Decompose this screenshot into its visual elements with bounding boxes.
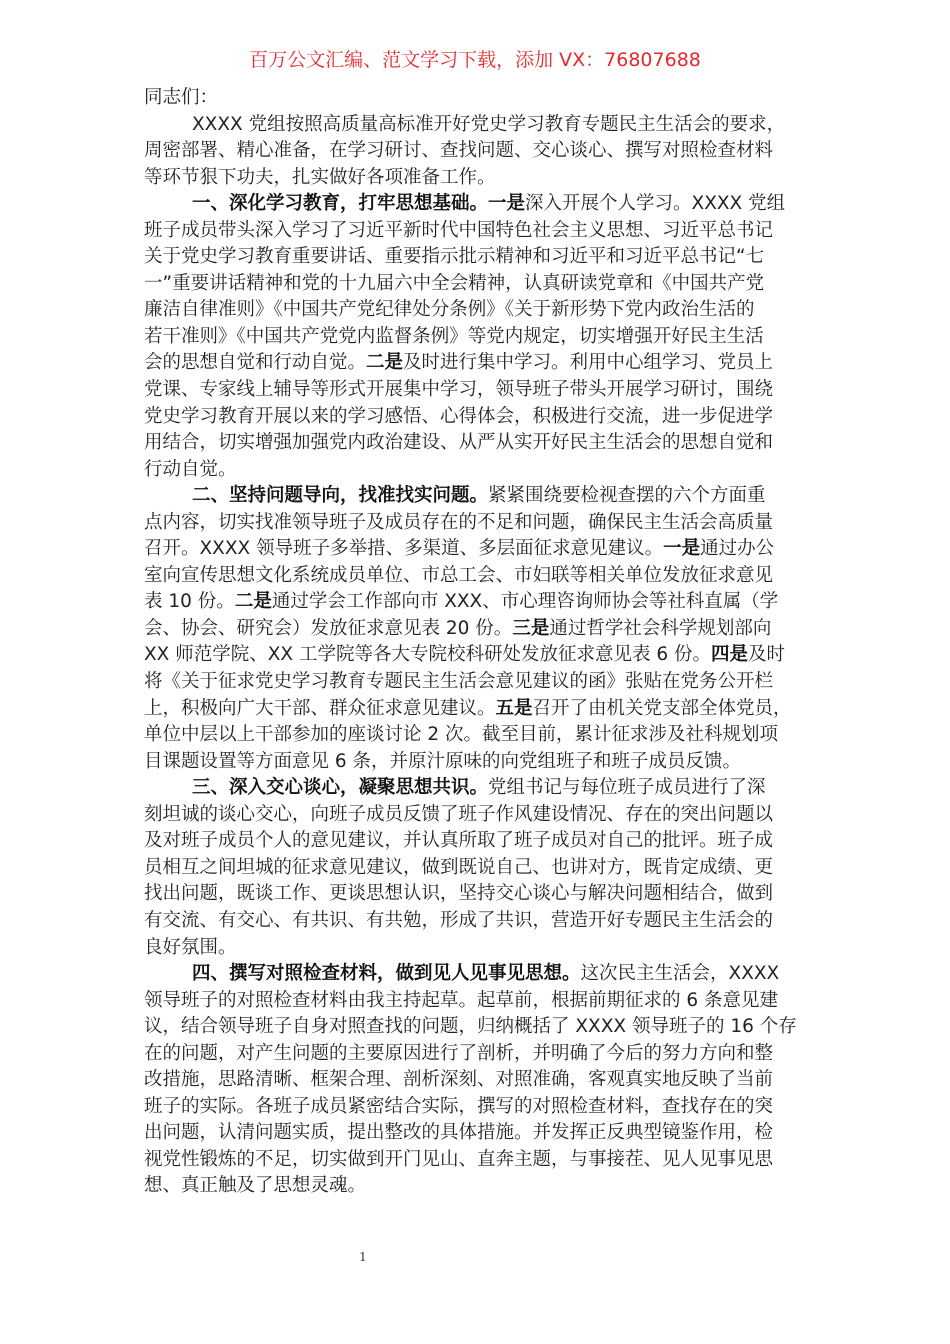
text-run: 员相互之间坦城的征求意见建议，做到既说自己、也讲对方，既肯定成绩、更	[144, 856, 774, 878]
text-line	[144, 563, 808, 590]
text-run: 班子成员带头深入学习了习近平新时代中国特色社会主义思想、习近平总书记	[144, 219, 774, 241]
text-run: 改措施，思路清晰、框架合理、剖析深刻、对照准确，客观真实地反映了当前	[144, 1069, 774, 1091]
text-run: 将《关于征求党史学习教育专题民主生活会意见建议的函》张贴在党务公开栏	[144, 671, 774, 693]
text-line	[144, 404, 808, 431]
text-run: 周密部署、精心准备，在学习研讨、查找问题、交心谈心、撰写对照检查材料	[144, 140, 774, 162]
text-line	[144, 642, 808, 669]
text-run: 紧紧围绕要检视查摆的六个方面重	[488, 485, 766, 507]
bold-text: 二、坚持问题导向，找准找实问题。	[192, 485, 489, 507]
text-line	[144, 324, 808, 351]
text-line	[144, 828, 808, 855]
paragraph	[144, 191, 808, 483]
text-run: 同志们：	[144, 87, 219, 108]
paragraph	[144, 483, 808, 775]
text-run: 党组书记与每位班子成员进行了深	[488, 777, 766, 799]
text-run: 在的问题，对产生问题的主要原因进行了剖析，并明确了今后的努力方向和整	[144, 1042, 774, 1064]
text-run: 党史学习教育开展以来的学习感悟、心得体会，积极进行交流，进一步促进学	[144, 405, 774, 427]
text-line	[144, 1120, 808, 1147]
text-line	[144, 935, 808, 962]
text-line	[144, 377, 808, 404]
bold-text: 一、深化学习教育，打牢思想基础。	[192, 193, 489, 215]
text-run: 用结合，切实增强加强党内政治建设、从严从实开好民主生活会的思想自觉和	[144, 432, 774, 454]
text-run: 议，结合领导班子自身对照查找的问题，归纳概括了 XXXX 领导班子的 16 个存	[144, 1016, 797, 1038]
text-run: 刻坦诚的谈心交心，向班子成员反馈了班子作风建设情况、存在的突出问题以	[144, 803, 774, 825]
text-run: 班子的实际。各班子成员紧密结合实际，撰写的对照检查材料，查找存在的突	[144, 1095, 774, 1117]
text-run: 一”重要讲话精神和党的十九届六中全会精神，认真研读党章和《中国共产党	[144, 272, 765, 294]
text-line	[144, 616, 808, 643]
text-run: 室向宣传思想文化系统成员单位、市总工会、市妇联等相关单位发放征求意见	[144, 564, 774, 586]
text-run: 召开。XXXX 领导班子多举措、多渠道、多层面征求意见建议。	[144, 538, 664, 560]
paragraph	[144, 112, 808, 192]
bold-text: 三是	[512, 617, 550, 639]
bold-text: 一是	[663, 538, 701, 560]
text-run: 点内容，切实找准领导班子及成员存在的不足和问题，确保民主生活会高质量	[144, 511, 774, 533]
watermark-header: 百万公文汇编、范文学习下载，添加 VX：76807688	[249, 49, 701, 71]
bold-text: 三、深入交心谈心，凝聚思想共识。	[192, 777, 489, 799]
bold-text: 四、撰写对照检查材料，做到见人见事见思想。	[192, 963, 581, 985]
text-line	[144, 483, 808, 510]
text-run: 出问题，认清问题实质，提出整改的具体措施。并发挥正反典型镜鉴作用，检	[144, 1122, 774, 1144]
text-run: 这次民主生活会，XXXX	[580, 963, 780, 985]
text-run: 找出问题，既谈工作、更谈思想认识，坚持交心谈心与解决问题相结合，做到	[144, 883, 774, 905]
text-run: 及时	[748, 644, 786, 666]
paragraph	[144, 85, 808, 112]
text-run: 及对班子成员个人的意见建议，并认真所取了班子成员对自己的批评。班子成	[144, 830, 774, 852]
text-line	[144, 696, 808, 723]
text-run: 等环节狠下功夫，扎实做好各项准备工作。	[144, 166, 496, 188]
text-line	[144, 881, 808, 908]
text-line	[144, 908, 808, 935]
text-line	[144, 536, 808, 563]
text-line	[144, 589, 808, 616]
text-run: 目课题设置等方面意见 6 条，并原汁原味的向党组班子和班子成员反馈。	[144, 750, 742, 772]
text-run: XX 师范学院、XX 工学院等各大专院校科研处发放征求意见表 6 份。	[144, 644, 711, 666]
text-run: 关于党史学习教育重要讲话、重要指示批示精神和习近平和习近平总书记“七	[144, 246, 765, 268]
text-run: 通过哲学社会科学规划部向	[549, 617, 772, 639]
text-run: 党课、专家线上辅导等形式开展集中学习，领导班子带头开展学习研讨，围绕	[144, 379, 774, 401]
text-line	[144, 1147, 808, 1174]
text-run: XXXX 党组按照高质量高标准开好党史学习教育专题民主生活会的要求，	[192, 113, 786, 135]
text-line	[144, 191, 808, 218]
paragraph	[144, 775, 808, 961]
text-run: 领导班子的对照检查材料由我主持起草。起草前，根据前期征求的 6 条意见建	[144, 989, 779, 1011]
text-line	[144, 749, 808, 776]
text-line	[144, 297, 808, 324]
text-line	[144, 112, 808, 139]
bold-text: 五是	[495, 697, 533, 719]
document-body	[144, 85, 808, 1200]
paragraph	[144, 961, 808, 1200]
text-run: 良好氛围。	[144, 936, 237, 958]
text-line	[144, 1173, 808, 1200]
text-line	[144, 775, 808, 802]
text-line	[144, 855, 808, 882]
text-line	[144, 1067, 808, 1094]
text-line	[144, 430, 808, 457]
text-line	[144, 1014, 808, 1041]
text-line	[144, 961, 808, 988]
text-run: 会、协会、研究会）发放征求意见表 20 份。	[144, 617, 513, 639]
text-run: 单位中层以上干部参加的座谈讨论 2 次。截至目前，累计征求涉及社科规划项	[144, 724, 779, 746]
text-line	[144, 457, 808, 484]
text-run: 上，积极向广大干部、群众征求意见建议。	[144, 697, 496, 719]
text-line	[144, 218, 808, 245]
text-line	[144, 510, 808, 537]
text-line	[144, 669, 808, 696]
text-run: 及时进行集中学习。利用中心组学习、党员上	[403, 352, 774, 374]
text-run: 若干准则》《中国共产党党内监督条例》等党内规定，切实增强开好民主生活	[144, 325, 764, 347]
text-line	[144, 138, 808, 165]
text-line	[144, 1041, 808, 1068]
text-run: 召开了由机关党支部全体党员，	[532, 697, 792, 719]
text-run: 会的思想自觉和行动自觉。	[144, 352, 367, 374]
text-line	[144, 722, 808, 749]
text-run: 表 10 份。	[144, 591, 235, 613]
page-number: 1	[359, 1250, 367, 1264]
text-run: 深入开展个人学习。XXXX 党组	[525, 193, 786, 215]
text-line	[144, 244, 808, 271]
bold-text: 一是	[488, 193, 526, 215]
text-run: 想、真正触及了思想灵魂。	[144, 1175, 367, 1197]
text-run: 视党性锻炼的不足，切实做到开门见山、直奔主题，与事接茬、见人见事见思	[144, 1148, 774, 1170]
text-run: 廉洁自律准则》《中国共产党纪律处分条例》《关于新形势下党内政治生活的	[144, 299, 755, 321]
text-line	[144, 85, 808, 112]
text-run: 有交流、有交心、有共识、有共勉，形成了共识，营造开好专题民主生活会的	[144, 909, 774, 931]
text-line	[144, 271, 808, 298]
bold-text: 二是	[234, 591, 272, 613]
text-run: 通过办公	[700, 538, 775, 560]
bold-text: 四是	[711, 644, 749, 666]
text-line	[144, 1094, 808, 1121]
text-run: 通过学会工作部向市 XXX、市心理咨询师协会等社科直属（学	[271, 591, 779, 613]
text-line	[144, 802, 808, 829]
bold-text: 二是	[366, 352, 404, 374]
text-run: 行动自觉。	[144, 458, 237, 480]
text-line	[144, 350, 808, 377]
text-line	[144, 165, 808, 192]
text-line	[144, 988, 808, 1015]
